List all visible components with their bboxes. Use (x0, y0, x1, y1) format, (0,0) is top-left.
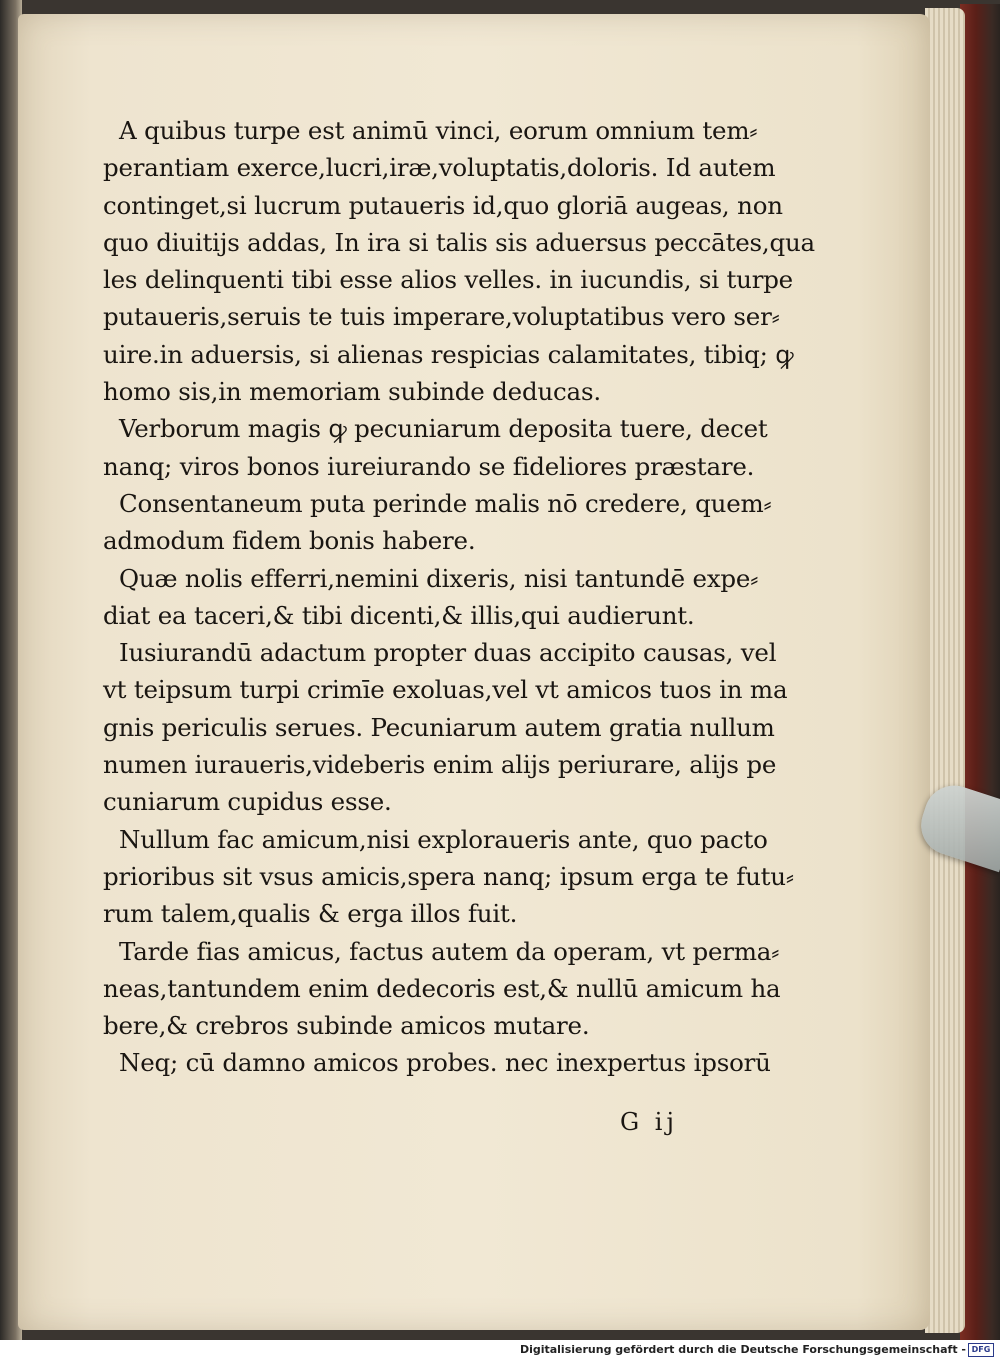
text-line: Consentaneum puta perinde malis nō credere, quem⸗ (119, 488, 772, 518)
text-line: Verborum magis ꝙ pecuniarum deposita tuere, decet (119, 414, 768, 444)
text-line: rum talem,qualis & erga illos fuit. (103, 899, 518, 929)
text-line: gnis periculis serues. Pecuniarum autem gratia nullum (103, 712, 775, 742)
text-line: neas,tantundem enim dedecoris est,& nullū amicum ha (103, 973, 781, 1003)
page-leaves-edge (925, 8, 965, 1333)
text-line: Nullum fac amicum,nisi exploraueris ante, quo pacto (119, 824, 768, 854)
text-line: homo sis,in memoriam subinde deducas. (103, 377, 601, 407)
book-cover-edge (960, 4, 1000, 1340)
text-line: cuniarum cupidus esse. (103, 787, 392, 817)
text-line: putaueris,seruis te tuis imperare,voluptatibus vero ser⸗ (103, 302, 780, 332)
text-line: admodum fidem bonis habere. (103, 526, 476, 556)
footer-credit: Digitalisierung gefördert durch die Deutsche Forschungsgemeinschaft - (519, 1343, 966, 1356)
text-line: continget,si lucrum putaueris id,quo gloriā augeas, non (103, 190, 783, 220)
text-line: Tarde fias amicus, factus autem da operam, vt perma⸗ (119, 936, 780, 966)
text-line: Quæ nolis efferri,nemini dixeris, nisi tantundē expe⸗ (119, 563, 759, 593)
page-text (103, 112, 815, 1082)
text-line: nanq; viros bonos iureiurando se fideliores præstare. (103, 451, 755, 481)
text-line: numen iuraueris,videberis enim alijs periurare, alijs pe (103, 750, 777, 780)
text-line: A quibus turpe est animū vinci, eorum omnium tem⸗ (119, 116, 758, 145)
text-line: prioribus sit vsus amicis,spera nanq; ipsum erga te futu⸗ (103, 861, 794, 891)
text-line: les delinquenti tibi esse alios velles. in iucundis, si turpe (103, 265, 793, 295)
text-line: quo diuitijs addas, In ira si talis sis aduersus peccātes,qua (103, 227, 815, 257)
text-line: bere,& crebros subinde amicos mutare. (103, 1011, 590, 1041)
text-line: Iusiurandū adactum propter duas accipito causas, vel (119, 638, 777, 668)
text-line: diat ea taceri,& tibi dicenti,& illis,qui audierunt. (103, 600, 695, 630)
signature-mark: G ij (620, 1108, 678, 1136)
text-line: Neq; cū damno amicos probes. nec inexpertus ipsorū (119, 1048, 771, 1078)
dfg-logo: DFG (968, 1343, 994, 1357)
text-line: perantiam exerce,lucri,iræ,voluptatis,doloris. Id autem (103, 153, 776, 183)
text-line: uire.in aduersis, si alienas respicias calamitates, tibiq; ꝙ (103, 339, 794, 369)
text-line: vt teipsum turpi crimīe exoluas,vel vt amicos tuos in ma (103, 675, 788, 705)
